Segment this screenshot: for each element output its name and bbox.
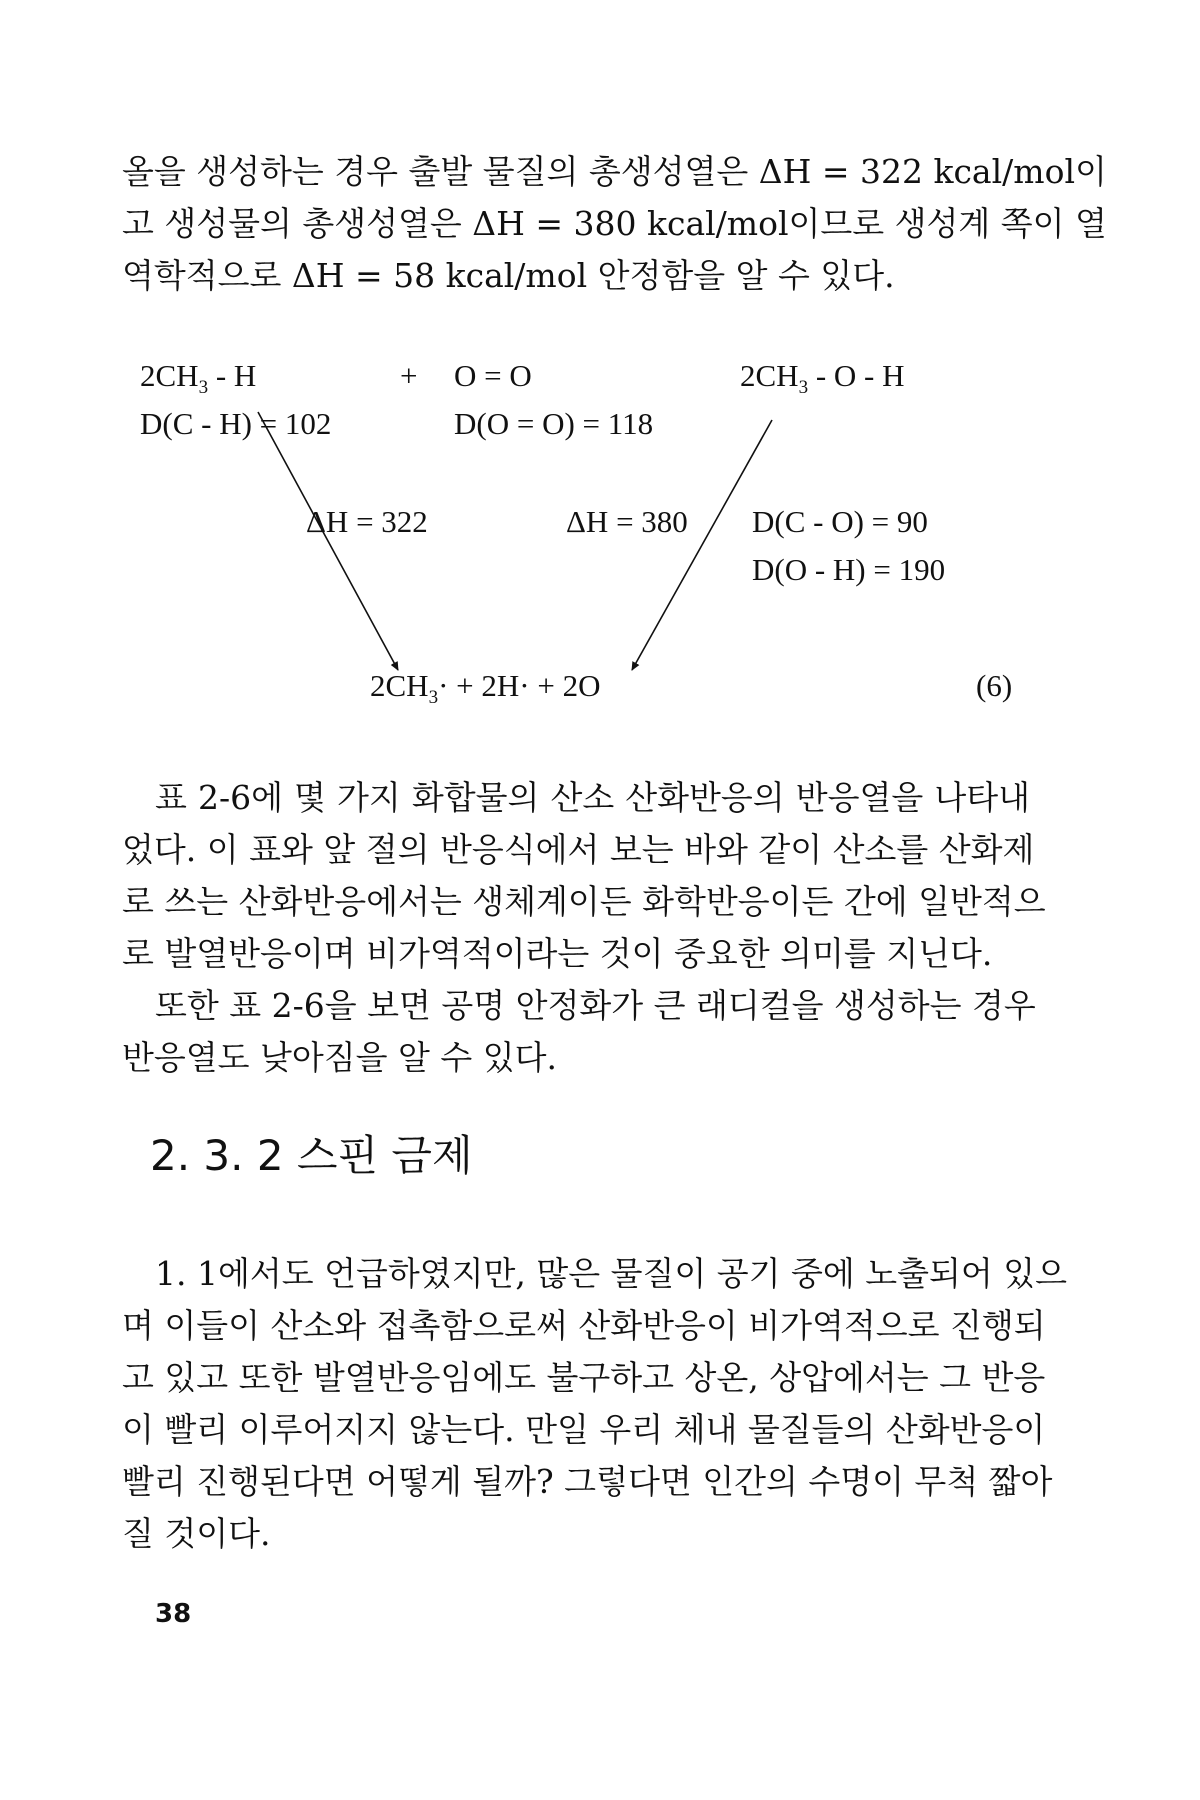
reactant-oxygen: O = O	[454, 358, 532, 393]
radical-products: $2CH_3\cdot + 2H\cdot + 2O$	[370, 668, 601, 709]
para3-line-4: 이 빨리 이루어지지 않는다. 만일 우리 체내 물질들의 산화반응이	[122, 1410, 1046, 1449]
intro-line-2: 고 생성물의 총생성열은 ΔH = 380 kcal/mol이므로 생성계 쪽이 열	[122, 204, 1107, 243]
plus-sign: +	[400, 358, 418, 393]
para1-line-2: 었다. 이 표와 앞 절의 반응식에서 보는 바와 같이 산소를 산화제	[122, 830, 1035, 869]
bond-energy-oo: D(O = O) = 118	[454, 406, 654, 441]
right-arrow	[632, 420, 772, 670]
intro-line-1: 올을 생성하는 경우 출발 물질의 총생성열은 ΔH = 322 kcal/mol이	[122, 152, 1107, 191]
para3-line-3: 고 있고 또한 발열반응임에도 불구하고 상온, 상압에서는 그 반응	[122, 1358, 1046, 1397]
section-heading: 2. 3. 2 스핀 금제	[150, 1131, 473, 1180]
bond-energy-oh: D(O - H) = 190	[752, 552, 946, 587]
para1-line-1: 표 2-6에 몇 가지 화합물의 산소 산화반응의 반응열을 나타내	[155, 778, 1030, 817]
bond-energy-diagram	[0, 340, 1200, 760]
bond-energy-co: D(C - O) = 90	[752, 504, 928, 539]
para3-line-5: 빨리 진행된다면 어떻게 될까? 그렇다면 인간의 수명이 무척 짧아	[122, 1462, 1053, 1501]
para2-line-2: 반응열도 낮아짐을 알 수 있다.	[122, 1038, 557, 1077]
enthalpy-right: ΔH = 380	[566, 504, 688, 539]
para3-line-2: 며 이들이 산소와 접촉함으로써 산화반응이 비가역적으로 진행되	[122, 1306, 1046, 1345]
product-methanol: $2CH_3$ - O - H	[740, 358, 905, 399]
left-arrow	[258, 412, 398, 670]
intro-line-3: 역학적으로 ΔH = 58 kcal/mol 안정함을 알 수 있다.	[122, 256, 895, 295]
page-number: 38	[155, 1599, 192, 1629]
equation-number: (6)	[976, 668, 1013, 703]
bond-energy-ch: D(C - H) = 102	[140, 406, 332, 441]
para1-line-3: 로 쓰는 산화반응에서는 생체계이든 화학반응이든 간에 일반적으	[122, 882, 1046, 921]
reactant-methane: $2CH_3$ - H	[140, 358, 257, 399]
para1-line-4: 로 발열반응이며 비가역적이라는 것이 중요한 의미를 지닌다.	[122, 934, 993, 973]
para3-line-1: 1. 1에서도 언급하였지만, 많은 물질이 공기 중에 노출되어 있으	[155, 1254, 1067, 1293]
enthalpy-left: ΔH = 322	[306, 504, 428, 539]
para2-line-1: 또한 표 2-6을 보면 공명 안정화가 큰 래디컬을 생성하는 경우	[155, 986, 1036, 1025]
para3-line-6: 질 것이다.	[122, 1514, 271, 1553]
